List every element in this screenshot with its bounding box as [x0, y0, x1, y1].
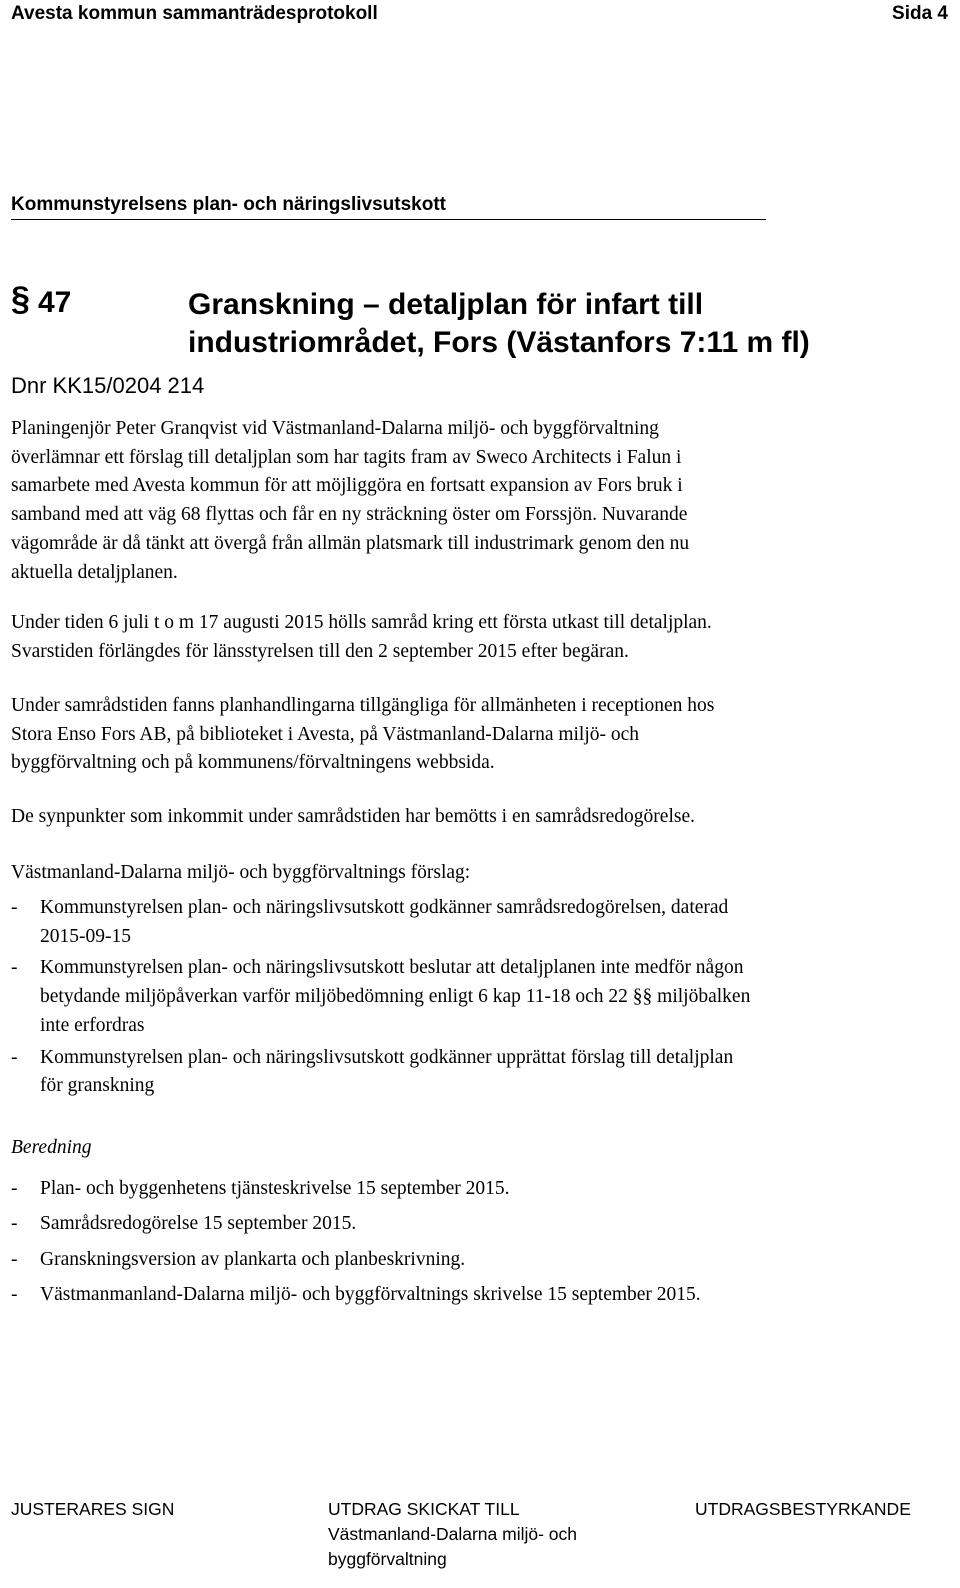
proposal-heading [11, 859, 941, 888]
list-dash: - [11, 957, 18, 979]
text-line: Kommunstyrelsen plan- och näringslivsutskott beslutar att detaljplanen inte medför någon [40, 957, 744, 979]
paragraph-symbol: § [11, 280, 30, 318]
document-header-title: Avesta kommun sammanträdesprotokoll [11, 3, 378, 24]
body-paragraph-2 [11, 609, 941, 666]
list-dash: - [11, 1178, 18, 1199]
list-item [11, 1242, 941, 1277]
footer-recipient-line: byggförvaltning [328, 1549, 447, 1569]
text-line: Planingenjör Peter Granqvist vid Västmanland-Dalarna miljö- och byggförvaltning [11, 418, 659, 439]
list-item [11, 1277, 941, 1312]
list-item [11, 1044, 941, 1101]
text-line: aktuella detaljplanen. [11, 561, 178, 583]
beredning-list [11, 1171, 941, 1312]
title-line: Granskning – detaljplan för infart till [188, 288, 704, 321]
list-item [11, 1206, 941, 1241]
text-line: Plan- och byggenhetens tjänsteskrivelse 15 september 2015. [40, 1178, 510, 1199]
list-dash: - [11, 897, 18, 918]
paragraph-title [188, 286, 928, 362]
committee-underline [11, 219, 766, 220]
page-number: Sida 4 [892, 3, 948, 24]
text-line: Kommunstyrelsen plan- och näringslivsutskott godkänner upprättat förslag till detaljplan [40, 1046, 734, 1068]
footer-utdrag-skickat [328, 1497, 577, 1572]
text-line: samarbete med Avesta kommun för att möjliggöra en fortsatt expansion av Fors bruk i [11, 475, 683, 497]
list-item [11, 954, 941, 1040]
text-line: De synpunkter som inkommit under samrådstiden har bemötts i en samrådsredogörelse. [11, 806, 695, 827]
list-dash: - [11, 1248, 18, 1270]
text-line: överlämnar ett förslag till detaljplan som har tagits fram av Sweco Architects i Falun i [11, 446, 682, 468]
text-line: vägområde är då tänkt att övergå från allmän platsmark till industrimark genom den nu [11, 532, 690, 554]
text-line: Under tiden 6 juli t o m 17 augusti 2015 hölls samråd kring ett första utkast till detaljplan. [11, 612, 712, 633]
committee-name: Kommunstyrelsens plan- och näringslivsutskott [11, 194, 446, 215]
paragraph-number: 47 [38, 286, 72, 319]
text-line: Västmanmanland-Dalarna miljö- och byggförvaltnings skrivelse 15 september 2015. [40, 1283, 701, 1305]
text-line: betydande miljöpåverkan varför miljöbedömning enligt 6 kap 11-18 och 22 §§ miljöbalken [40, 986, 751, 1008]
text-line: Svarstiden förlängdes för länsstyrelsen till den 2 september 2015 efter begäran. [11, 640, 629, 662]
list-dash: - [11, 1213, 18, 1235]
list-dash: - [11, 1046, 18, 1068]
body-paragraph-4 [11, 803, 941, 832]
title-line: industriområdet, Fors (Västanfors 7:11 m fl) [188, 326, 810, 359]
text-line: Samrådsredogörelse 15 september 2015. [40, 1213, 357, 1235]
footer-justerares-sign: JUSTERARES SIGN [11, 1499, 175, 1519]
body-paragraph-3 [11, 692, 941, 778]
text-line: Granskningsversion av plankarta och planbeskrivning. [40, 1248, 466, 1270]
proposal-list [11, 894, 941, 1101]
footer-recipient-line: Västmanland-Dalarna miljö- och [328, 1524, 577, 1544]
body-paragraph-1 [11, 415, 941, 587]
text-line: byggförvaltning och på kommunens/förvaltningens webbsida. [11, 752, 495, 774]
text-line: samband med att väg 68 flyttas och får en ny sträckning öster om Forssjön. Nuvarande [11, 504, 688, 526]
list-item [11, 1171, 941, 1206]
text-line: 2015-09-15 [40, 925, 131, 947]
text-line: för granskning [40, 1075, 155, 1097]
beredning-heading: Beredning [11, 1137, 92, 1158]
text-line: Stora Enso Fors AB, på biblioteket i Avesta, på Västmanland-Dalarna miljö- och [11, 723, 640, 745]
list-item [11, 894, 941, 951]
list-dash: - [11, 1283, 18, 1305]
text-line: Kommunstyrelsen plan- och näringslivsutskott godkänner samrådsredogörelsen, daterad [40, 897, 729, 918]
text-line: inte erfordras [40, 1014, 145, 1036]
text-line: Under samrådstiden fanns planhandlingarna tillgängliga för allmänheten i receptionen hos [11, 695, 715, 716]
text-line: Västmanland-Dalarna miljö- och byggförvaltnings förslag: [11, 862, 471, 883]
case-number: Dnr KK15/0204 214 [11, 373, 205, 398]
footer-utdrag-label: UTDRAG SKICKAT TILL [328, 1499, 520, 1519]
footer-utdragsbestyrkande: UTDRAGSBESTYRKANDE [695, 1499, 911, 1519]
